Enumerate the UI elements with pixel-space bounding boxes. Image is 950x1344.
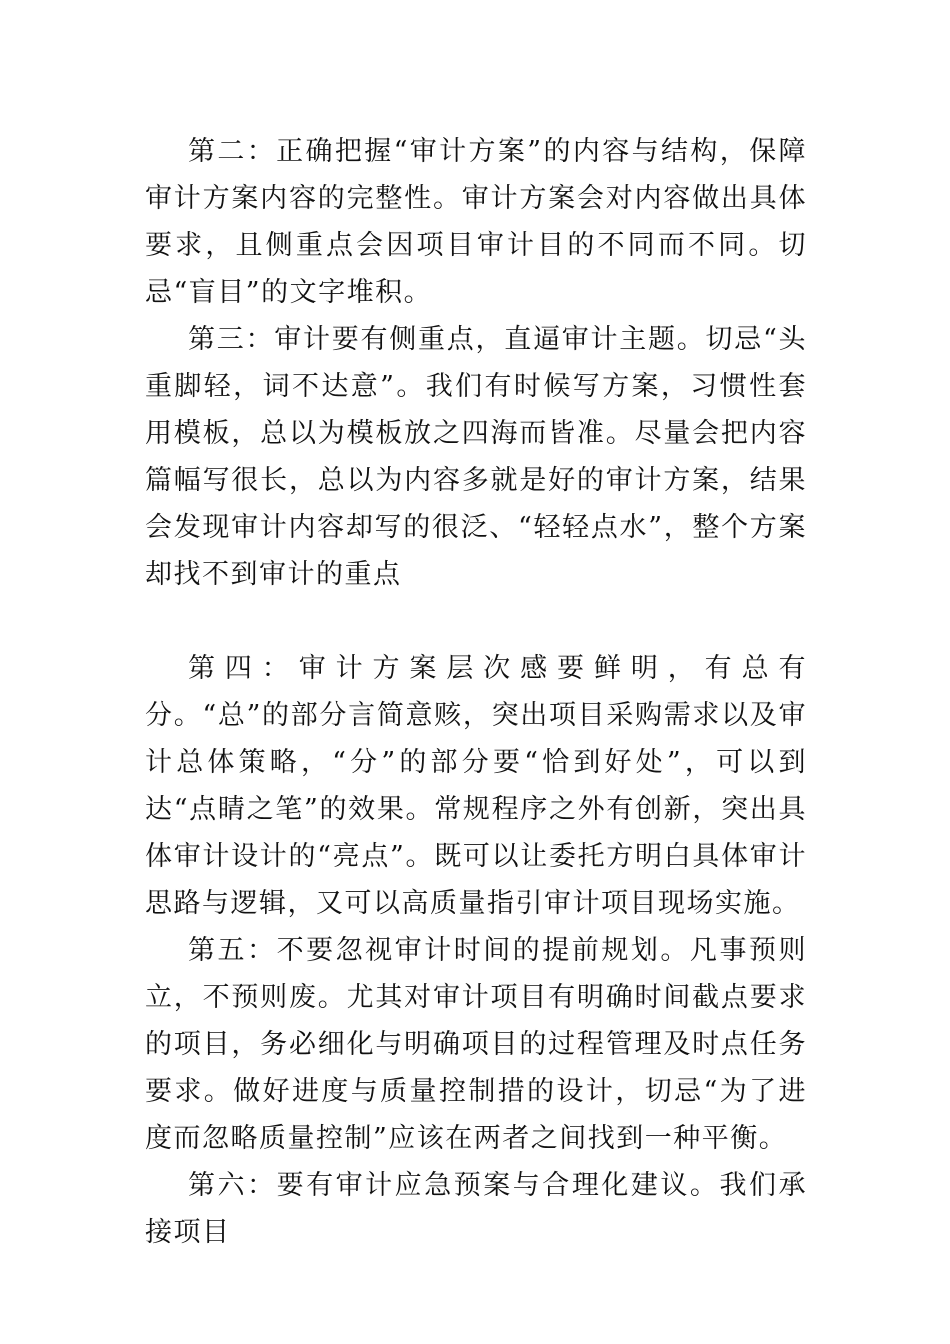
paragraph-fifth: 第五：不要忽视审计时间的提前规划。凡事预则立，不预则废。尤其对审计项目有明确时间截点要求的项目，务必细化与明确项目的过程管理及时点任务要求。做好进度与质量控制措的设计，切忌“为了进度而忽略质量控制”应该在两者之间找到一种平衡。 bbox=[145, 935, 807, 1154]
paragraph-third: 第三：审计要有侧重点，直逼审计主题。切忌“头重脚轻，词不达意”。我们有时候写方案，习惯性套用模板，总以为模板放之四海而皆准。尽量会把内容篇幅写很长，总以为内容多就是好的审计方案，结果会发现审计内容却写的很泛、“轻轻点水”，整个方案却找不到审计的重点 bbox=[145, 324, 807, 590]
document-body bbox=[145, 128, 807, 1256]
paragraph-sixth: 第六：要有审计应急预案与合理化建议。我们承接项目 bbox=[145, 1170, 807, 1248]
paragraph-fourth: 第四：审计方案层次感要鲜明，有总有分。“总”的部分言简意赅，突出项目采购需求以及审计总体策略，“分”的部分要“恰到好处”，可以到达“点睛之笔”的效果。常规程序之外有创新，突出具体审计设计的“亮点”。既可以让委托方明白具体审计思路与逻辑，又可以高质量指引审计项目现场实施。 bbox=[145, 653, 807, 919]
paragraph-gap bbox=[145, 598, 807, 645]
paragraph-second: 第二：正确把握“审计方案”的内容与结构，保障审计方案内容的完整性。审计方案会对内容做出具体要求，且侧重点会因项目审计目的不同而不同。切忌“盲目”的文字堆积。 bbox=[145, 136, 807, 308]
